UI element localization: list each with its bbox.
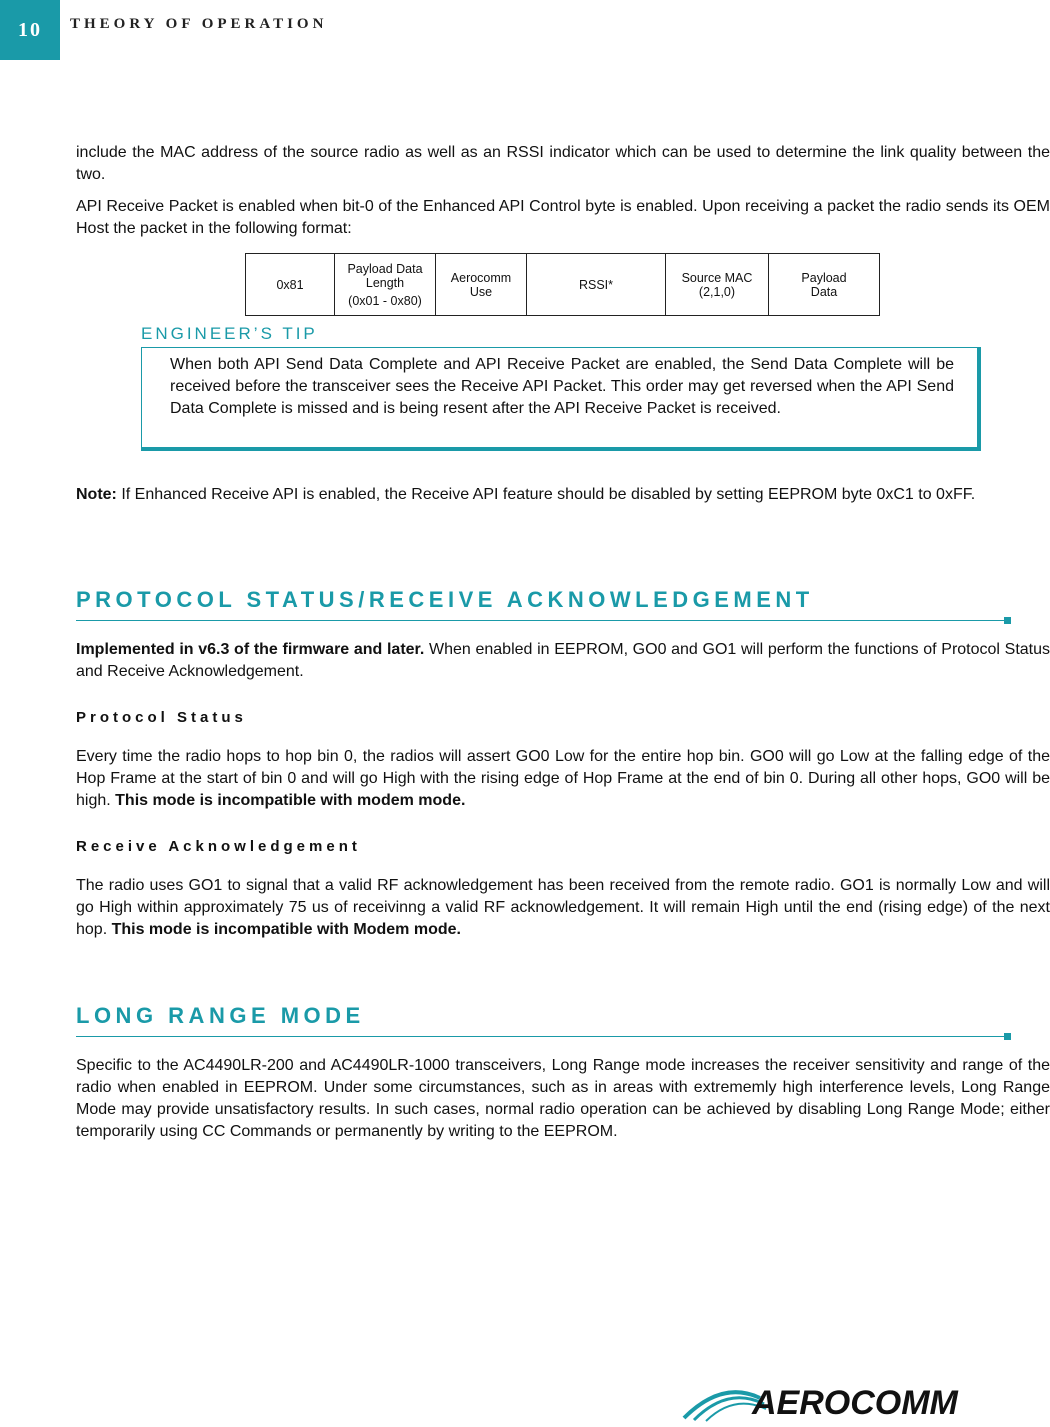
protocol-status-text: Every time the radio hops to hop bin 0, the radios will assert GO0 Low for the entire hop bin. GO0 will go Low at the falling edge of the Hop Frame at the start of bin 0 and will go High with the rising edge of Hop Frame at the end of bin 0. During all other hops, GO0 will be high. (76, 748, 1050, 809)
protocol-status-paragraph (76, 746, 1050, 812)
intro-paragraph: include the MAC address of the source radio as well as an RSSI indicator which can be used to determine the link quality between the two. (76, 144, 1050, 183)
page-number: 10 (0, 0, 60, 60)
protocol-status-bold: This mode is incompatible with modem mode. (115, 792, 466, 809)
engineers-tip-text: When both API Send Data Complete and API Receive Packet are enabled, the Send Data Complete will be received before the transceiver sees the Receive API Packet. This order may get reversed when the API Send Data Complete is missed and is being resent after the API Receive Packet is received. (170, 356, 954, 417)
receive-ack-bold: This mode is incompatible with Modem mode. (111, 921, 461, 938)
table-cell-length (335, 254, 436, 316)
subsection-title-protocol-status: Protocol Status (76, 709, 247, 726)
subsection-title-receive-ack: Receive Acknowledgement (76, 838, 361, 855)
cell-sublabel: (2,1,0) (698, 284, 736, 299)
table-cell-source-mac (666, 254, 769, 316)
section-rule (76, 620, 1006, 621)
table-cell-header (246, 254, 335, 316)
table-row (246, 254, 880, 316)
section-rule (76, 1036, 1006, 1037)
protocol-intro-bold: Implemented in v6.3 of the firmware and later. (76, 641, 425, 658)
note-text: If Enhanced Receive API is enabled, the Receive API feature should be disabled by setting EEPROM byte 0xC1 to 0xFF. (116, 486, 976, 503)
cell-label: Source MAC (681, 270, 753, 285)
cell-label: 0x81 (276, 277, 304, 292)
receive-ack-paragraph (76, 875, 1050, 941)
aerocomm-logo (682, 1378, 1042, 1422)
table-cell-rssi (527, 254, 666, 316)
rule-end-marker (1004, 1033, 1011, 1040)
note-paragraph (76, 484, 1050, 506)
table-cell-aerocomm-use (436, 254, 527, 316)
cell-label: Payload Data Length (347, 261, 423, 290)
note-label: Note: (76, 486, 117, 503)
table-cell-payload (769, 254, 880, 316)
section-title-long-range: LONG RANGE MODE (76, 1003, 365, 1028)
protocol-intro-text: When enabled in EEPROM, GO0 and GO1 will perform the functions of Protocol Status and Receive Acknowledgement. (76, 641, 1050, 680)
packet-format-table (245, 253, 880, 316)
cell-sublabel: (0x01 - 0x80) (348, 293, 422, 308)
protocol-intro-paragraph (76, 639, 1050, 683)
long-range-paragraph: Specific to the AC4490LR-200 and AC4490LR-1000 transceivers, Long Range mode increases the receiver sensitivity and range of the radio when enabled in EEPROM. Under some circumstances, such as in areas with extrememly high interference levels, Long Range Mode may provide unsatisfactory results. In such cases, normal radio operation can be achieved by disabling Long Range Mode; either temporarily using CC Commands or permanently by writing to the EEPROM. (76, 1057, 1050, 1140)
api-receive-paragraph: API Receive Packet is enabled when bit-0 of the Enhanced API Control byte is enabled. Upon receiving a packet the radio sends its OEM Host the packet in the following format: (76, 198, 1050, 237)
running-head: THEORY OF OPERATION (70, 16, 328, 32)
cell-label: RSSI* (578, 277, 614, 292)
cell-label: Payload Data (801, 270, 847, 299)
receive-ack-text: The radio uses GO1 to signal that a valid RF acknowledgement has been received from the remote radio. GO1 is normally Low and will go High within approximately 75 us of receivinng a valid RF acknowledgement. It will remain High until the end (rising edge) of the next hop. (76, 877, 1050, 938)
rule-end-marker (1004, 617, 1011, 624)
logo-wordmark: AEROCOMM (752, 1384, 958, 1422)
engineers-tip-title: ENGINEER’S TIP (141, 324, 318, 343)
section-title-protocol: PROTOCOL STATUS/RECEIVE ACKNOWLEDGEMENT (76, 587, 814, 612)
logo-swoosh-icon (682, 1378, 1042, 1422)
cell-label: Aerocomm Use (450, 270, 512, 299)
